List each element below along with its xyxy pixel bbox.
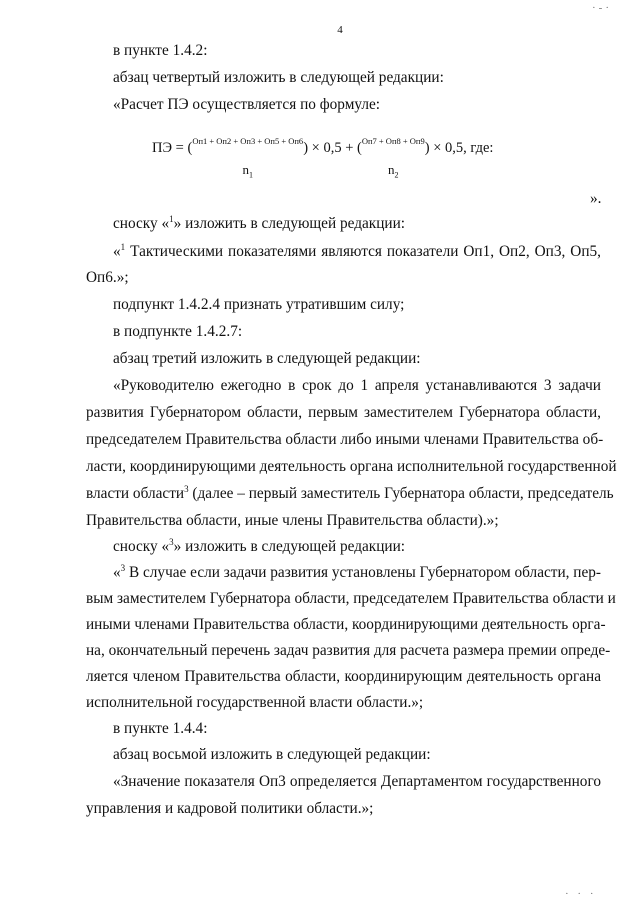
- formula: [152, 136, 494, 180]
- paragraph-sub-1424: подпункт 1.4.2.4 признать утратившим силу;: [113, 296, 405, 313]
- formula-end: ) × 0,5, где:: [424, 140, 494, 156]
- paragraph-third-abzac: абзац третий изложить в следующей редакции:: [113, 350, 421, 367]
- quote1-line4: ласти, координирующими деятельность органа исполнительной государственной: [86, 458, 617, 475]
- paragraph-item-144: в пункте 1.4.4:: [113, 720, 208, 737]
- footnote1-text-line2: Оп6.»;: [86, 269, 129, 286]
- footnote-mark: 1: [120, 241, 126, 252]
- footnote1-intro: сноску «$^1$» изложить в следующей редакции:: [113, 213, 406, 232]
- footnote3-line5: ляется членом Правительства области, координирующим деятельность органа: [86, 668, 601, 685]
- fraction-2-numerator: Оп7 + Оп8 + Оп9: [361, 136, 425, 146]
- quote1-line3: председателем Правительства области либо иными членами Правительства об-: [86, 431, 604, 448]
- quote2-line1: «Значение показателя Оп3 определяется Департаментом государственного: [113, 773, 601, 790]
- paragraph-fourth-abzac: абзац четвертый изложить в следующей редакции:: [113, 69, 444, 86]
- paragraph-item-142: в пункте 1.4.2:: [113, 42, 208, 59]
- footnote-mark: 3: [184, 483, 189, 494]
- formula-mid: ) × 0,5 + (: [303, 140, 362, 156]
- scan-mark-bottom: · · ·: [565, 888, 597, 900]
- footnote3-line3: иными членами Правительства области, координирующими деятельность орга-: [86, 616, 606, 633]
- paragraph-sub-1427: в подпункте 1.4.2.7:: [113, 323, 243, 340]
- page-number: 4: [337, 24, 343, 36]
- paragraph-eighth-abzac: абзац восьмой изложить в следующей редакции:: [113, 746, 431, 763]
- fraction-2: [361, 136, 425, 180]
- footnote1-text-line1: «$^1$ Тактическими показателями являются показатели Оп1, Оп2, Оп3, Оп5,: [113, 241, 601, 260]
- scan-mark-top: ·-·: [592, 2, 612, 14]
- footnote-mark: 3: [169, 536, 174, 547]
- footnote3-intro: сноску «$^3$» изложить в следующей редакции:: [113, 536, 406, 555]
- quote1-line6: Правительства области, иные члены Правительства области).»;: [86, 512, 499, 529]
- fraction-2-denominator: $n_2$: [388, 162, 399, 180]
- footnote3-line4: на, окончательный перечень задач развития для расчета размера премии опреде-: [86, 642, 611, 659]
- quote1-line1: «Руководителю ежегодно в срок до 1 апреля устанавливаются 3 задачи: [113, 377, 601, 394]
- fraction-1: [192, 136, 304, 180]
- closing-quote: ».: [590, 190, 602, 207]
- fraction-1-numerator: Оп1 + Оп2 + Оп3 + Оп5 + Оп6: [192, 136, 304, 146]
- footnote-mark: 3: [120, 562, 126, 573]
- footnote3-line2: вым заместителем Губернатора области, председателем Правительства области и: [86, 590, 616, 607]
- formula-lhs: ПЭ = (: [152, 140, 193, 156]
- footnote-mark: 1: [169, 213, 174, 224]
- quote1-line5: власти области$^3$ (далее – первый заместитель Губернатора области, председатель: [86, 483, 614, 502]
- footnote3-line6: исполнительной государственной власти области.»;: [86, 694, 424, 711]
- quote2-line2: управления и кадровой политики области.»;: [86, 800, 374, 817]
- paragraph-formula-intro: «Расчет ПЭ осуществляется по формуле:: [113, 96, 381, 113]
- quote1-line2: развития Губернатором области, первым заместителем Губернатора области,: [86, 404, 601, 421]
- footnote3-line1: «$^3$ В случае если задачи развития установлены Губернатором области, пер-: [113, 562, 602, 581]
- fraction-1-denominator: $n_1$: [242, 162, 253, 180]
